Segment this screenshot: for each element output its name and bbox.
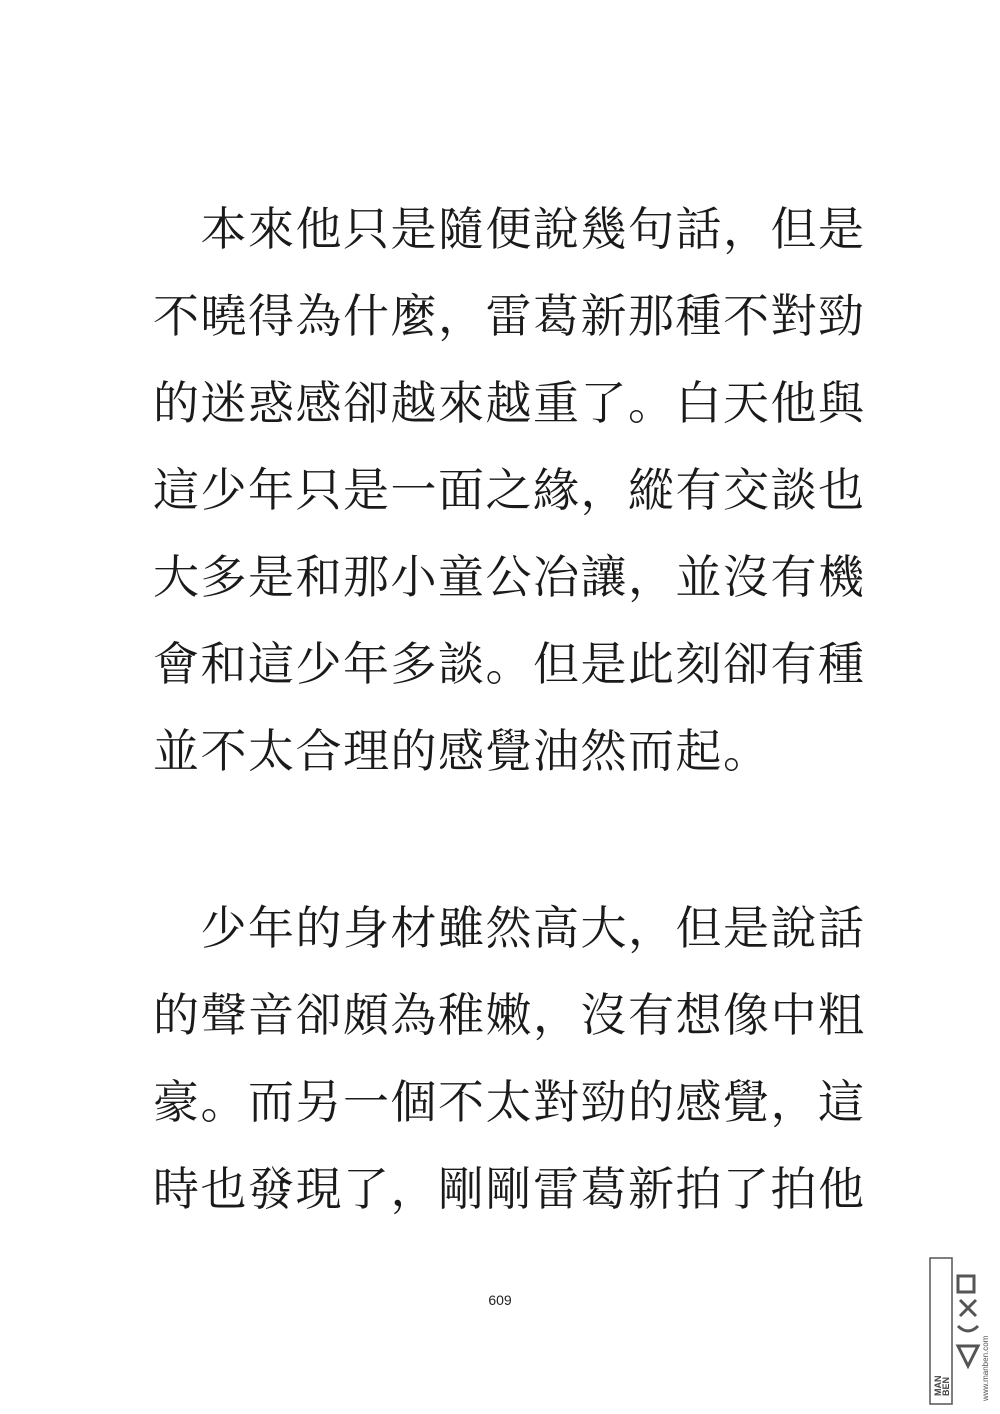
text-line: 不曉得為什麼，雷葛新那種不對勁 <box>153 289 866 343</box>
text-line: 的聲音卻頗為稚嫩，沒有想像中粗 <box>153 988 866 1042</box>
text-line: 大多是和那小童公冶讓，並沒有機 <box>153 550 866 604</box>
text-line: 本來他只是隨便說幾句話，但是 <box>153 202 866 256</box>
text-line: 這少年只是一面之緣，縱有交談也 <box>153 463 866 517</box>
paragraph-2 <box>153 885 866 1233</box>
text-line: 時也發現了，剛剛雷葛新拍了拍他 <box>153 1162 866 1216</box>
manben-logo-watermark <box>928 1256 992 1406</box>
text-line: 並不太合理的感覺油然而起。 <box>153 724 771 778</box>
text-line: 的迷惑感卻越來越重了。白天他與 <box>153 376 866 430</box>
text-line: 會和這少年多談。但是此刻卻有種 <box>153 637 866 691</box>
text-line: 少年的身材雖然高大，但是說話 <box>153 901 866 955</box>
paragraph-1 <box>153 186 866 795</box>
watermark-url: www.manben.com <box>981 1335 990 1401</box>
text-line: 豪。而另一個不太對勁的感覺，這 <box>153 1075 866 1129</box>
watermark-brand-bottom: BEN <box>941 1376 951 1396</box>
page-number: 609 <box>488 1292 512 1308</box>
watermark-brand-top: MAN <box>933 1375 943 1396</box>
